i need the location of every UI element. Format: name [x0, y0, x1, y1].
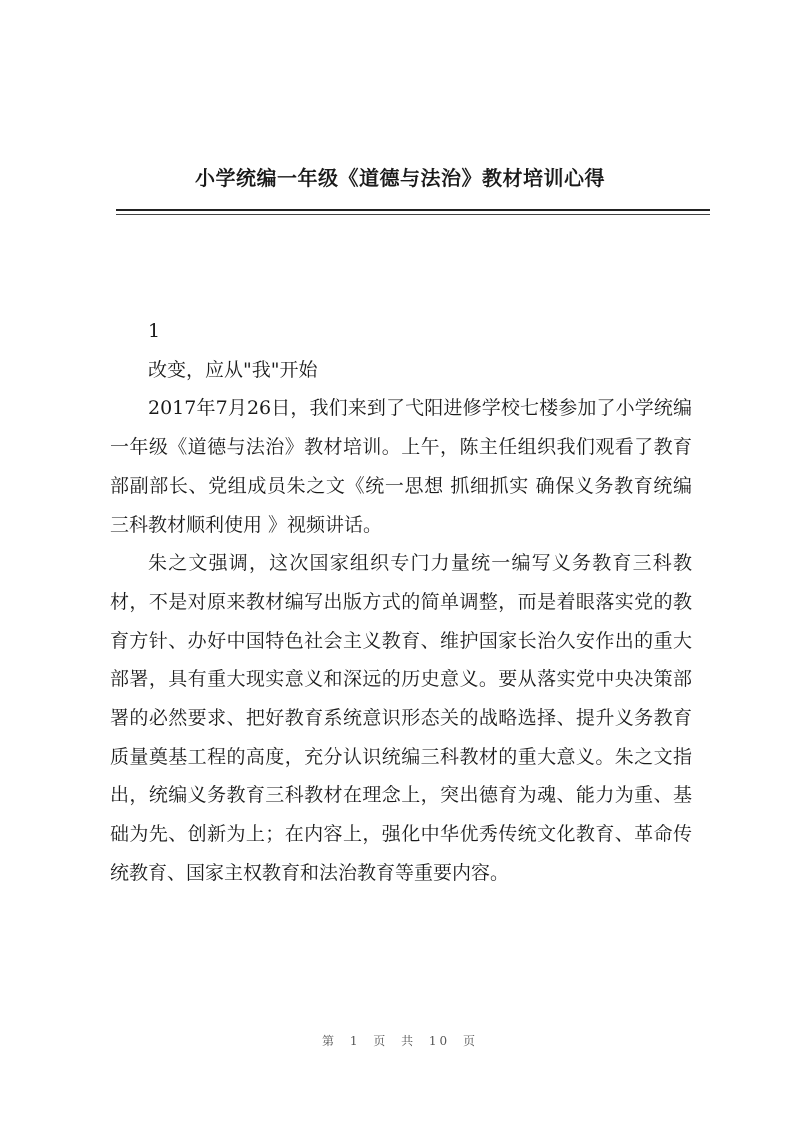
- page-footer: 第 1 页 共 10 页: [322, 1034, 478, 1048]
- paragraph-2: 朱之文强调，这次国家组织专门力量统一编写义务教育三科教材，不是对原来教材编写出版方式的简单调整，而是着眼落实党的教育方针、办好中国特色社会主义教育、维护国家长治久安作出的重大部署，具有重大现实意义和深远的历史意义。要从落实党中央决策部署的必然要求、把好教育系统意识形态关的战略选择、提升义务教育质量奠基工程的高度，充分认识统编三科教材的重大意义。朱之文指出，统编义务教育三科教材在理念上，突出德育为魂、能力为重、基础为先、创新为上；在内容上，强化中华优秀传统文化教育、革命传统教育、国家主权教育和法治教育等重要内容。: [110, 552, 692, 884]
- title-underline-thin: [116, 214, 710, 215]
- document-body: [110, 312, 692, 893]
- section-heading: 改变，应从"我"开始: [148, 358, 318, 381]
- document-title: 小学统编一年级《道德与法治》教材培训心得: [195, 166, 605, 190]
- section-number: 1: [148, 320, 161, 342]
- title-underline: [116, 209, 710, 211]
- paragraph-1: 2017年7月26日，我们来到了弋阳进修学校七楼参加了小学统编一年级《道德与法治》教材培训。上午，陈主任组织我们观看了教育部副部长、党组成员朱之文《统一思想 抓细抓实 确保义务教育统编三科教材顺利使用 》视频讲话。: [110, 397, 692, 536]
